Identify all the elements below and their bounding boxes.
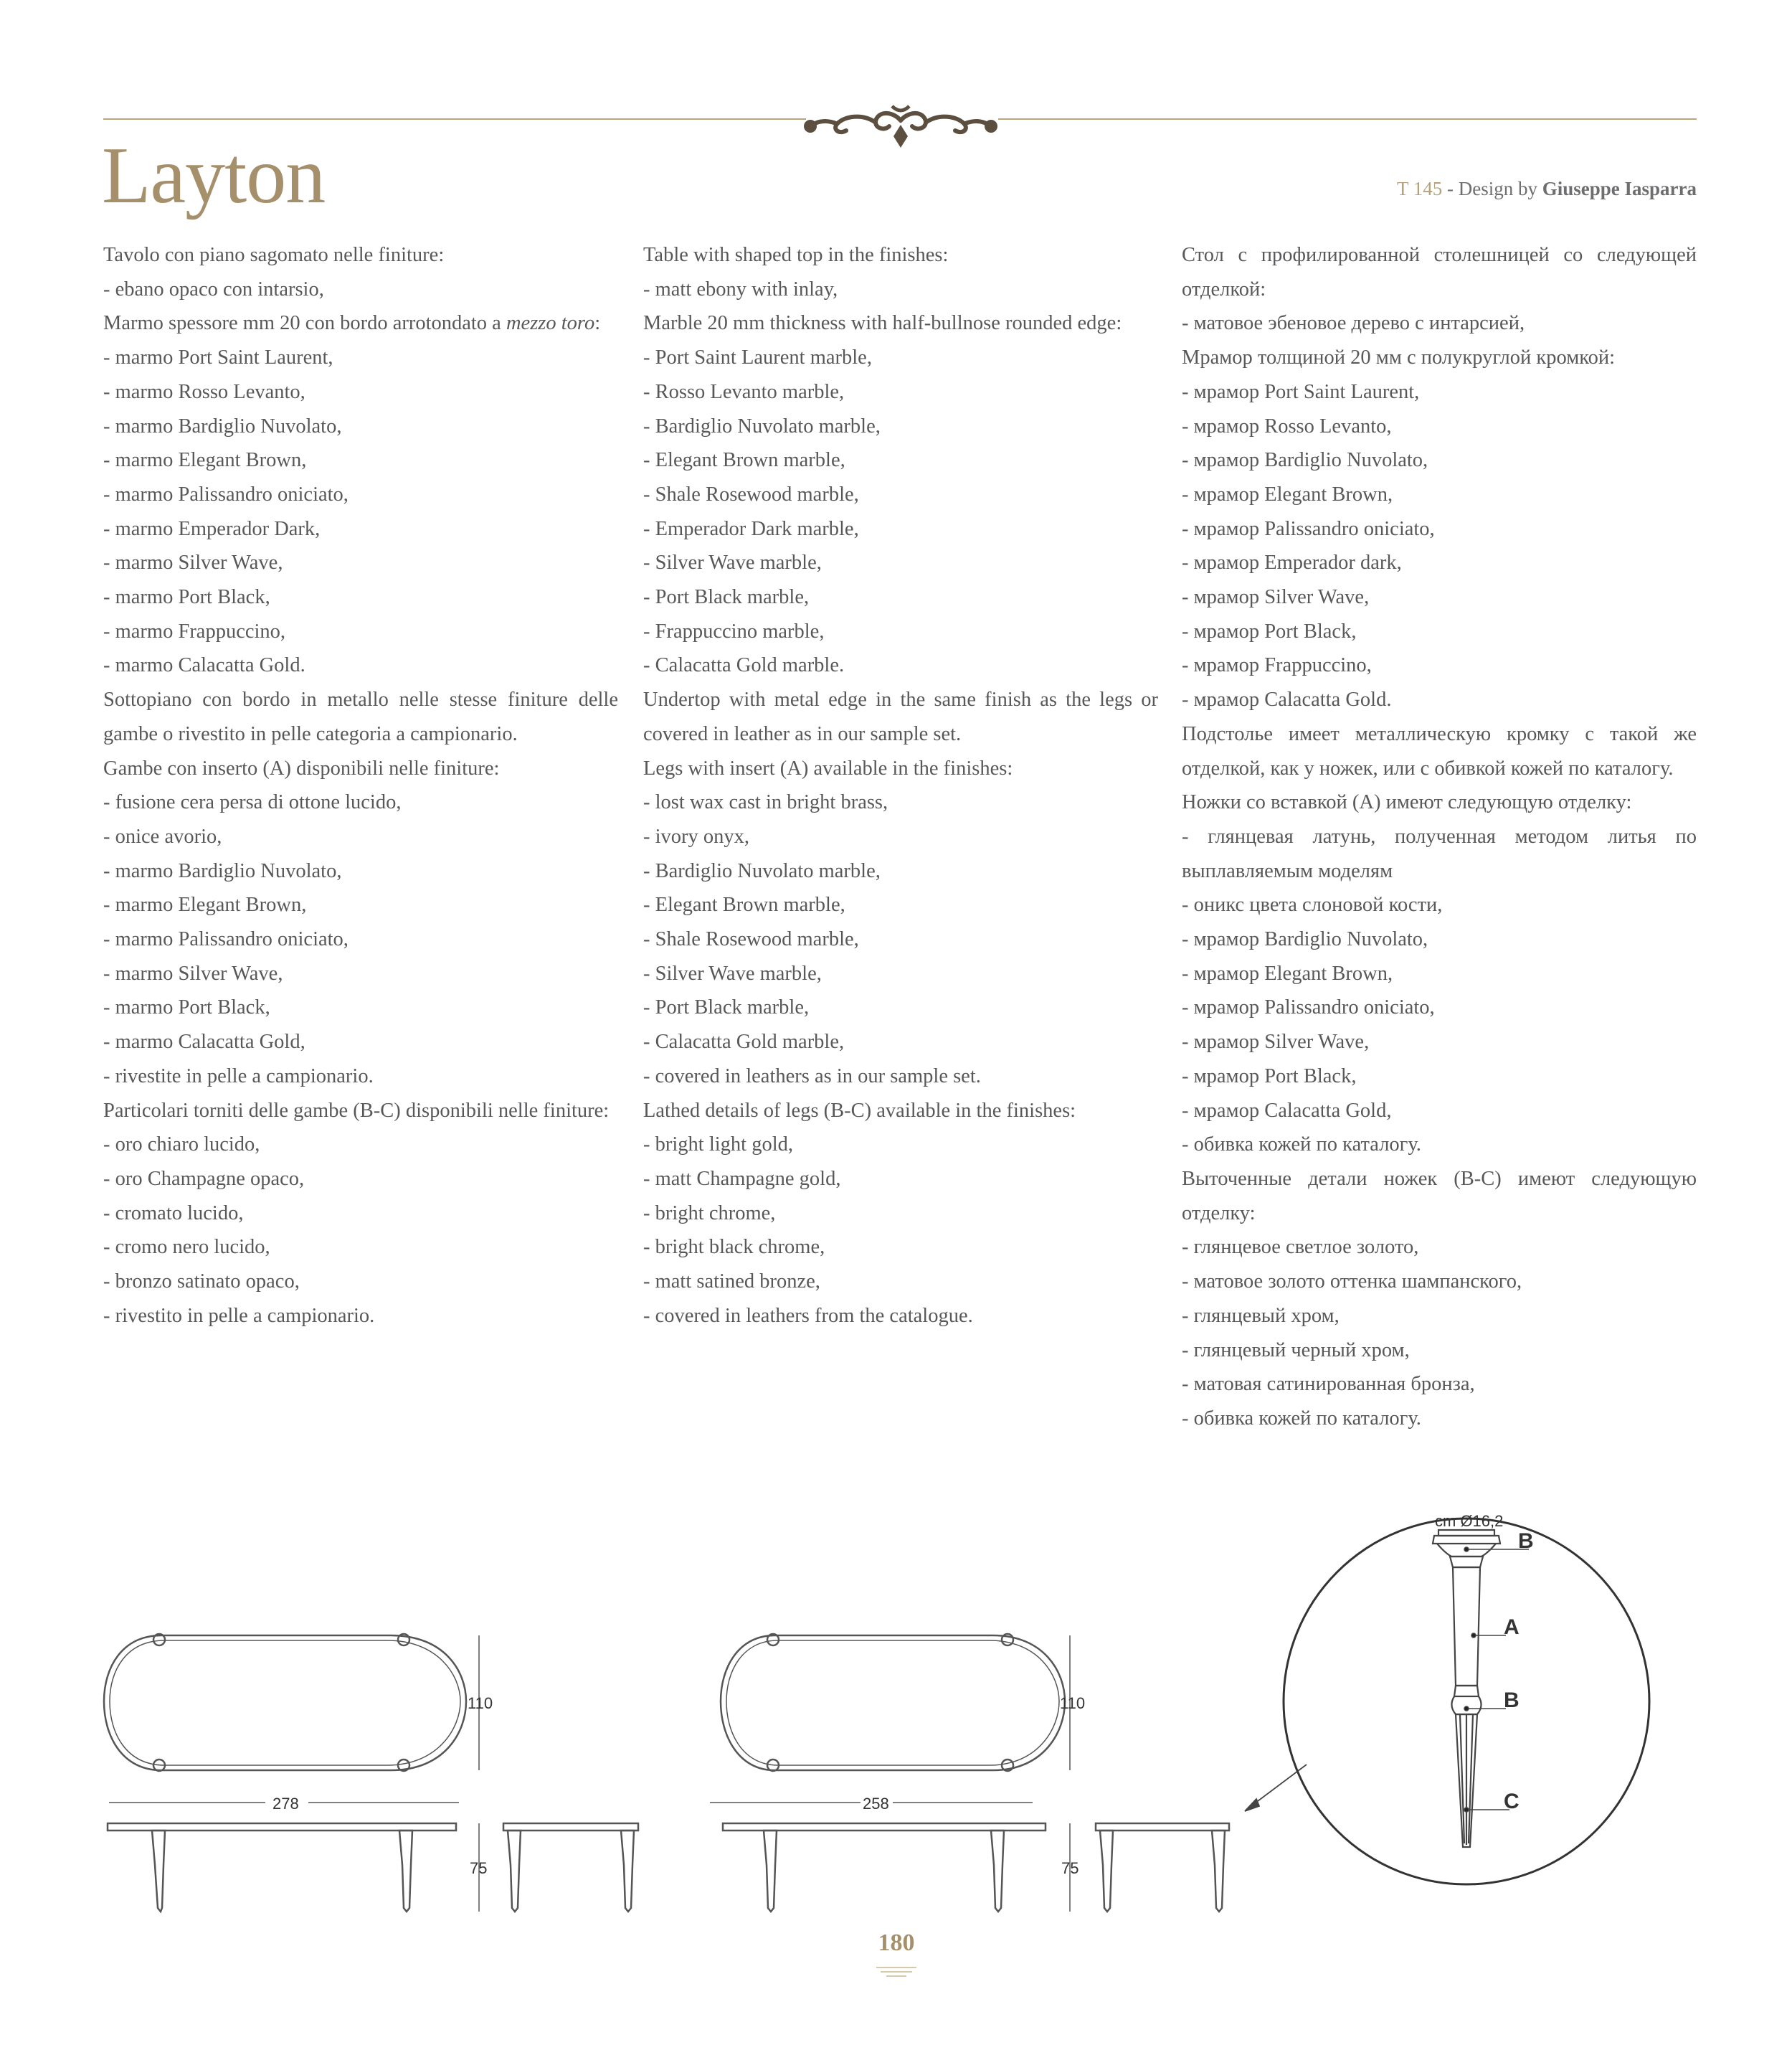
russian-line-text: - матовое золото оттенка шампанского, [1182, 1270, 1522, 1293]
english-line [643, 957, 1158, 991]
italian-line [103, 546, 618, 580]
english-line-text: - Silver Wave marble, [643, 552, 822, 575]
english-line [643, 922, 1158, 957]
russian-line [1182, 991, 1697, 1025]
russian-line-text: - обивка кожей по каталогу. [1182, 1407, 1421, 1430]
italian-line-text: Gambe con inserto (A) disponibili nelle finiture: [103, 757, 500, 780]
russian-line-text: - мрамор Bardiglio Nuvolato, [1182, 449, 1428, 472]
english-line-text: - Port Saint Laurent marble, [643, 346, 872, 369]
italian-line-text: Particolari torniti delle gambe (B-C) disponibili nelle finiture: [103, 1099, 610, 1122]
italian-line [103, 1265, 618, 1299]
russian-line [1182, 1230, 1697, 1265]
russian-line [1182, 1128, 1697, 1162]
russian-line [1182, 888, 1697, 922]
english-line-text: - Silver Wave marble, [643, 962, 822, 985]
table-258-top-view [721, 1634, 1065, 1771]
russian-line [1182, 410, 1697, 444]
russian-line [1182, 1402, 1697, 1436]
russian-line-text: Подстолье имеет металлическую кромку с такой же отделкой, как у ножек, или с обивкой кожей по каталогу. [1182, 722, 1697, 780]
english-line [643, 580, 1158, 615]
italian-line [103, 375, 618, 410]
italian-line [103, 957, 618, 991]
russian-line-text: - мрамор Emperador dark, [1182, 552, 1402, 575]
english-line [643, 615, 1158, 649]
russian-line [1182, 512, 1697, 547]
english-line [643, 512, 1158, 547]
english-line-text: - Frappuccino marble, [643, 620, 825, 643]
italian-line [103, 615, 618, 649]
russian-line [1182, 1299, 1697, 1333]
russian-line-text: - матовая сатинированная бронза, [1182, 1373, 1475, 1396]
table-258-height: 75 [1061, 1859, 1079, 1877]
table-278-depth: 110 [468, 1694, 493, 1712]
italian-line-text: - fusione cera persa di ottone lucido, [103, 791, 402, 814]
page-number-underline-icon [876, 1965, 916, 1980]
russian-line-text: - глянцевое светлое золото, [1182, 1236, 1419, 1259]
italian-line-text: - oro chiaro lucido, [103, 1133, 260, 1156]
italian-line [103, 1059, 618, 1094]
russian-line-text: Стол с профилированной столешницей со следующей отделкой: [1182, 244, 1697, 301]
english-line-text: - bright light gold, [643, 1133, 793, 1156]
russian-line [1182, 238, 1697, 306]
italian-line-text: Marmo spessore mm 20 con bordo arrotondato a [103, 312, 506, 335]
italian-line [103, 306, 618, 341]
english-line [643, 1196, 1158, 1231]
russian-line-text: - мрамор Elegant Brown, [1182, 962, 1393, 985]
english-line [643, 1025, 1158, 1059]
table-258-length: 258 [863, 1795, 889, 1813]
table-278-length: 278 [272, 1795, 299, 1813]
italian-line [103, 443, 618, 478]
italian-emphasis: mezzo toro [506, 312, 595, 335]
russian-line [1182, 443, 1697, 478]
english-line [643, 1162, 1158, 1196]
russian-line [1182, 957, 1697, 991]
russian-line [1182, 1162, 1697, 1230]
russian-line-text: - мрамор Rosso Levanto, [1182, 415, 1392, 438]
italian-line [103, 341, 618, 375]
russian-line-text: - мрамор Silver Wave, [1182, 586, 1370, 609]
russian-line-text: - мрамор Calacatta Gold. [1182, 689, 1392, 712]
italian-line [103, 888, 618, 922]
english-line-text: - ivory onyx, [643, 825, 750, 848]
table-258-side-view [1096, 1823, 1229, 1912]
english-line [643, 273, 1158, 307]
italian-line [103, 238, 618, 273]
table-258-front-view [723, 1823, 1046, 1912]
italian-line-text: - marmo Calacatta Gold, [103, 1031, 305, 1054]
page-title: Layton [102, 131, 326, 220]
english-line [643, 443, 1158, 478]
russian-line [1182, 717, 1697, 785]
italian-line-text: - marmo Palissandro oniciato, [103, 483, 349, 506]
russian-line [1182, 1367, 1697, 1402]
english-line-text: - Bardiglio Nuvolato marble, [643, 859, 881, 882]
russian-line-text: - матовое эбеновое дерево с интарсией, [1182, 312, 1525, 335]
leg-label-c: C [1504, 1790, 1520, 1813]
italian-line-text: - marmo Elegant Brown, [103, 449, 307, 472]
english-line [643, 752, 1158, 786]
header-rule-left [103, 118, 806, 120]
english-line-text: - covered in leathers from the catalogue. [643, 1304, 973, 1327]
english-line-text: - Port Black marble, [643, 586, 810, 609]
italian-line [103, 410, 618, 444]
italian-line [103, 1162, 618, 1196]
italian-line [103, 1094, 618, 1128]
table-278-top-view [104, 1634, 466, 1771]
russian-line [1182, 1025, 1697, 1059]
english-line-text: - matt satined bronze, [643, 1270, 820, 1293]
russian-line [1182, 1265, 1697, 1299]
italian-line [103, 1230, 618, 1265]
italian-line-text: Tavolo con piano sagomato nelle finiture: [103, 244, 445, 266]
english-line [643, 410, 1158, 444]
english-line-text: - matt Champagne gold, [643, 1167, 841, 1190]
russian-line-text: Ножки со вставкой (A) имеют следующую отделку: [1182, 791, 1632, 814]
italian-line-text: - rivestito in pelle a campionario. [103, 1304, 375, 1327]
russian-line-text: Выточенные детали ножек (B-C) имеют следующую отделку: [1182, 1167, 1697, 1224]
english-line-text: - Emperador Dark marble, [643, 517, 859, 540]
russian-line-text: - мрамор Port Black, [1182, 1064, 1357, 1087]
italian-line-text: - marmo Rosso Levanto, [103, 380, 305, 403]
english-line-text: - lost wax cast in bright brass, [643, 791, 888, 814]
design-prefix: - Design by [1442, 178, 1542, 199]
russian-line [1182, 785, 1697, 820]
english-line-text: Table with shaped top in the finishes: [643, 244, 949, 266]
italian-line-text: - marmo Elegant Brown, [103, 894, 307, 917]
scroll-ornament-icon [803, 100, 998, 158]
russian-line-text: - мрамор Silver Wave, [1182, 1031, 1370, 1054]
english-line [643, 1059, 1158, 1094]
italian-line [103, 785, 618, 820]
english-line-text: - Shale Rosewood marble, [643, 928, 859, 951]
english-line-text: - matt ebony with inlay, [643, 278, 838, 301]
italian-line-text: - marmo Calacatta Gold. [103, 654, 305, 677]
russian-line [1182, 580, 1697, 615]
english-line-text: - Bardiglio Nuvolato marble, [643, 415, 881, 438]
italian-line-text: - ebano opaco con intarsio, [103, 278, 324, 301]
english-line [643, 785, 1158, 820]
italian-line-text: - cromo nero lucido, [103, 1236, 270, 1259]
russian-line [1182, 546, 1697, 580]
italian-line [103, 922, 618, 957]
english-line [643, 1265, 1158, 1299]
italian-line-text: - marmo Bardiglio Nuvolato, [103, 859, 342, 882]
russian-line [1182, 1094, 1697, 1128]
product-code: T 145 [1396, 178, 1443, 199]
italian-line [103, 820, 618, 854]
italian-line-text: - marmo Port Saint Laurent, [103, 346, 333, 369]
italian-line-text: - cromato lucido, [103, 1201, 244, 1224]
russian-line-text: - глянцевая латунь, полученная методом литья по выплавляемым моделям [1182, 825, 1697, 882]
russian-line [1182, 341, 1697, 375]
russian-line [1182, 306, 1697, 341]
italian-line [103, 1128, 618, 1162]
italian-line [103, 752, 618, 786]
italian-line-text: - marmo Palissandro oniciato, [103, 928, 349, 951]
russian-line [1182, 683, 1697, 717]
italian-line-text: - marmo Bardiglio Nuvolato, [103, 415, 342, 438]
russian-line [1182, 922, 1697, 957]
leg-detail [1433, 1530, 1500, 1847]
russian-line [1182, 1333, 1697, 1368]
english-line [643, 306, 1158, 341]
english-line-text: - Calacatta Gold marble. [643, 654, 845, 677]
russian-line [1182, 648, 1697, 683]
italian-line [103, 1299, 618, 1333]
english-line-text: - Rosso Levanto marble, [643, 380, 845, 403]
russian-line-text: - мрамор Elegant Brown, [1182, 483, 1393, 506]
table-258-depth: 110 [1060, 1694, 1086, 1712]
english-line-text: Legs with insert (A) available in the finishes: [643, 757, 1013, 780]
technical-drawings [0, 1456, 1792, 1973]
italian-line-text: - marmo Silver Wave, [103, 962, 283, 985]
designer-name: Giuseppe Iasparra [1542, 178, 1697, 199]
english-line [643, 648, 1158, 683]
english-line [643, 375, 1158, 410]
english-line [643, 546, 1158, 580]
italian-line [103, 854, 618, 889]
italian-line-text: - marmo Frappuccino, [103, 620, 286, 643]
italian-line-text: - marmo Port Black, [103, 996, 270, 1019]
english-line [643, 1230, 1158, 1265]
page-number: 180 [878, 1929, 915, 1956]
english-line [643, 1299, 1158, 1333]
table-258-dimensions [710, 1635, 1070, 1912]
english-line-text: - Port Black marble, [643, 996, 810, 1019]
italian-line [103, 580, 618, 615]
russian-line-text: - мрамор Calacatta Gold, [1182, 1099, 1392, 1122]
english-line [643, 991, 1158, 1025]
italian-line [103, 683, 618, 751]
italian-line-text: - marmo Port Black, [103, 586, 270, 609]
russian-line [1182, 820, 1697, 888]
leg-label-a: A [1504, 1615, 1520, 1639]
english-line-text: - Shale Rosewood marble, [643, 483, 859, 506]
russian-line-text: - глянцевый черный хром, [1182, 1338, 1410, 1361]
english-line-text: Marble 20 mm thickness with half-bullnose rounded edge: [643, 312, 1122, 335]
russian-line-text: - мрамор Port Black, [1182, 620, 1357, 643]
russian-line [1182, 1059, 1697, 1094]
russian-line-text: - мрамор Palissandro oniciato, [1182, 996, 1435, 1019]
russian-line-text: - оникс цвета слоновой кости, [1182, 894, 1443, 917]
table-278-height: 75 [470, 1859, 488, 1877]
english-line [643, 238, 1158, 273]
italian-line-text: Sottopiano con bordo in metallo nelle stesse finiture delle gambe o rivestito in pelle categoria a campionario. [103, 689, 618, 745]
italian-line [103, 1025, 618, 1059]
english-line-text: Undertop with metal edge in the same finish as the legs or covered in leather as in our sample set. [643, 689, 1158, 745]
english-line [643, 820, 1158, 854]
header-rule-right [998, 118, 1697, 120]
english-description [643, 238, 1158, 1333]
russian-line-text: - мрамор Frappuccino, [1182, 654, 1372, 677]
italian-line-text: - onice avorio, [103, 825, 222, 848]
english-line-text: - covered in leathers as in our sample set. [643, 1064, 981, 1087]
english-line-text: - bright chrome, [643, 1201, 776, 1224]
russian-line-text: - глянцевый хром, [1182, 1304, 1340, 1327]
italian-line-text: - rivestite in pelle a campionario. [103, 1064, 374, 1087]
russian-line [1182, 615, 1697, 649]
russian-description [1182, 238, 1697, 1436]
table-278-front-view [108, 1823, 456, 1912]
russian-line [1182, 478, 1697, 512]
russian-line-text: - мрамор Bardiglio Nuvolato, [1182, 928, 1428, 951]
english-line-text: - Elegant Brown marble, [643, 894, 845, 917]
leg-diameter-label: cm Ø16,2 [1435, 1512, 1504, 1530]
designer-credit [1397, 178, 1697, 200]
leg-label-b-bottom: B [1504, 1688, 1520, 1712]
english-line-text: - bright black chrome, [643, 1236, 825, 1259]
english-line [643, 888, 1158, 922]
english-line [643, 1128, 1158, 1162]
table-278-dimensions [109, 1635, 479, 1912]
italian-line-text: - oro Champagne opaco, [103, 1167, 305, 1190]
italian-emphasis-suffix: : [594, 312, 601, 335]
russian-line-text: - обивка кожей по каталогу. [1182, 1133, 1421, 1156]
english-line [643, 683, 1158, 751]
english-line-text: - Elegant Brown marble, [643, 449, 845, 472]
english-line [643, 478, 1158, 512]
english-line-text: - Calacatta Gold marble, [643, 1031, 845, 1054]
italian-line-text: - bronzo satinato opaco, [103, 1270, 300, 1293]
russian-line-text: Мрамор толщиной 20 мм с полукруглой кромкой: [1182, 346, 1616, 369]
english-line [643, 341, 1158, 375]
italian-line [103, 648, 618, 683]
italian-line [103, 273, 618, 307]
italian-line-text: - marmo Silver Wave, [103, 552, 283, 575]
leg-label-b-top: B [1518, 1529, 1534, 1553]
italian-line [103, 478, 618, 512]
russian-line-text: - мрамор Palissandro oniciato, [1182, 517, 1435, 540]
english-line-text: Lathed details of legs (B-C) available in the finishes: [643, 1099, 1076, 1122]
russian-line [1182, 375, 1697, 410]
russian-line-text: - мрамор Port Saint Laurent, [1182, 380, 1420, 403]
english-line [643, 854, 1158, 889]
italian-line [103, 512, 618, 547]
italian-description [103, 238, 618, 1333]
table-278-side-view [503, 1823, 638, 1912]
italian-line-text: - marmo Emperador Dark, [103, 517, 321, 540]
english-line [643, 1094, 1158, 1128]
italian-line [103, 1196, 618, 1231]
italian-line [103, 991, 618, 1025]
